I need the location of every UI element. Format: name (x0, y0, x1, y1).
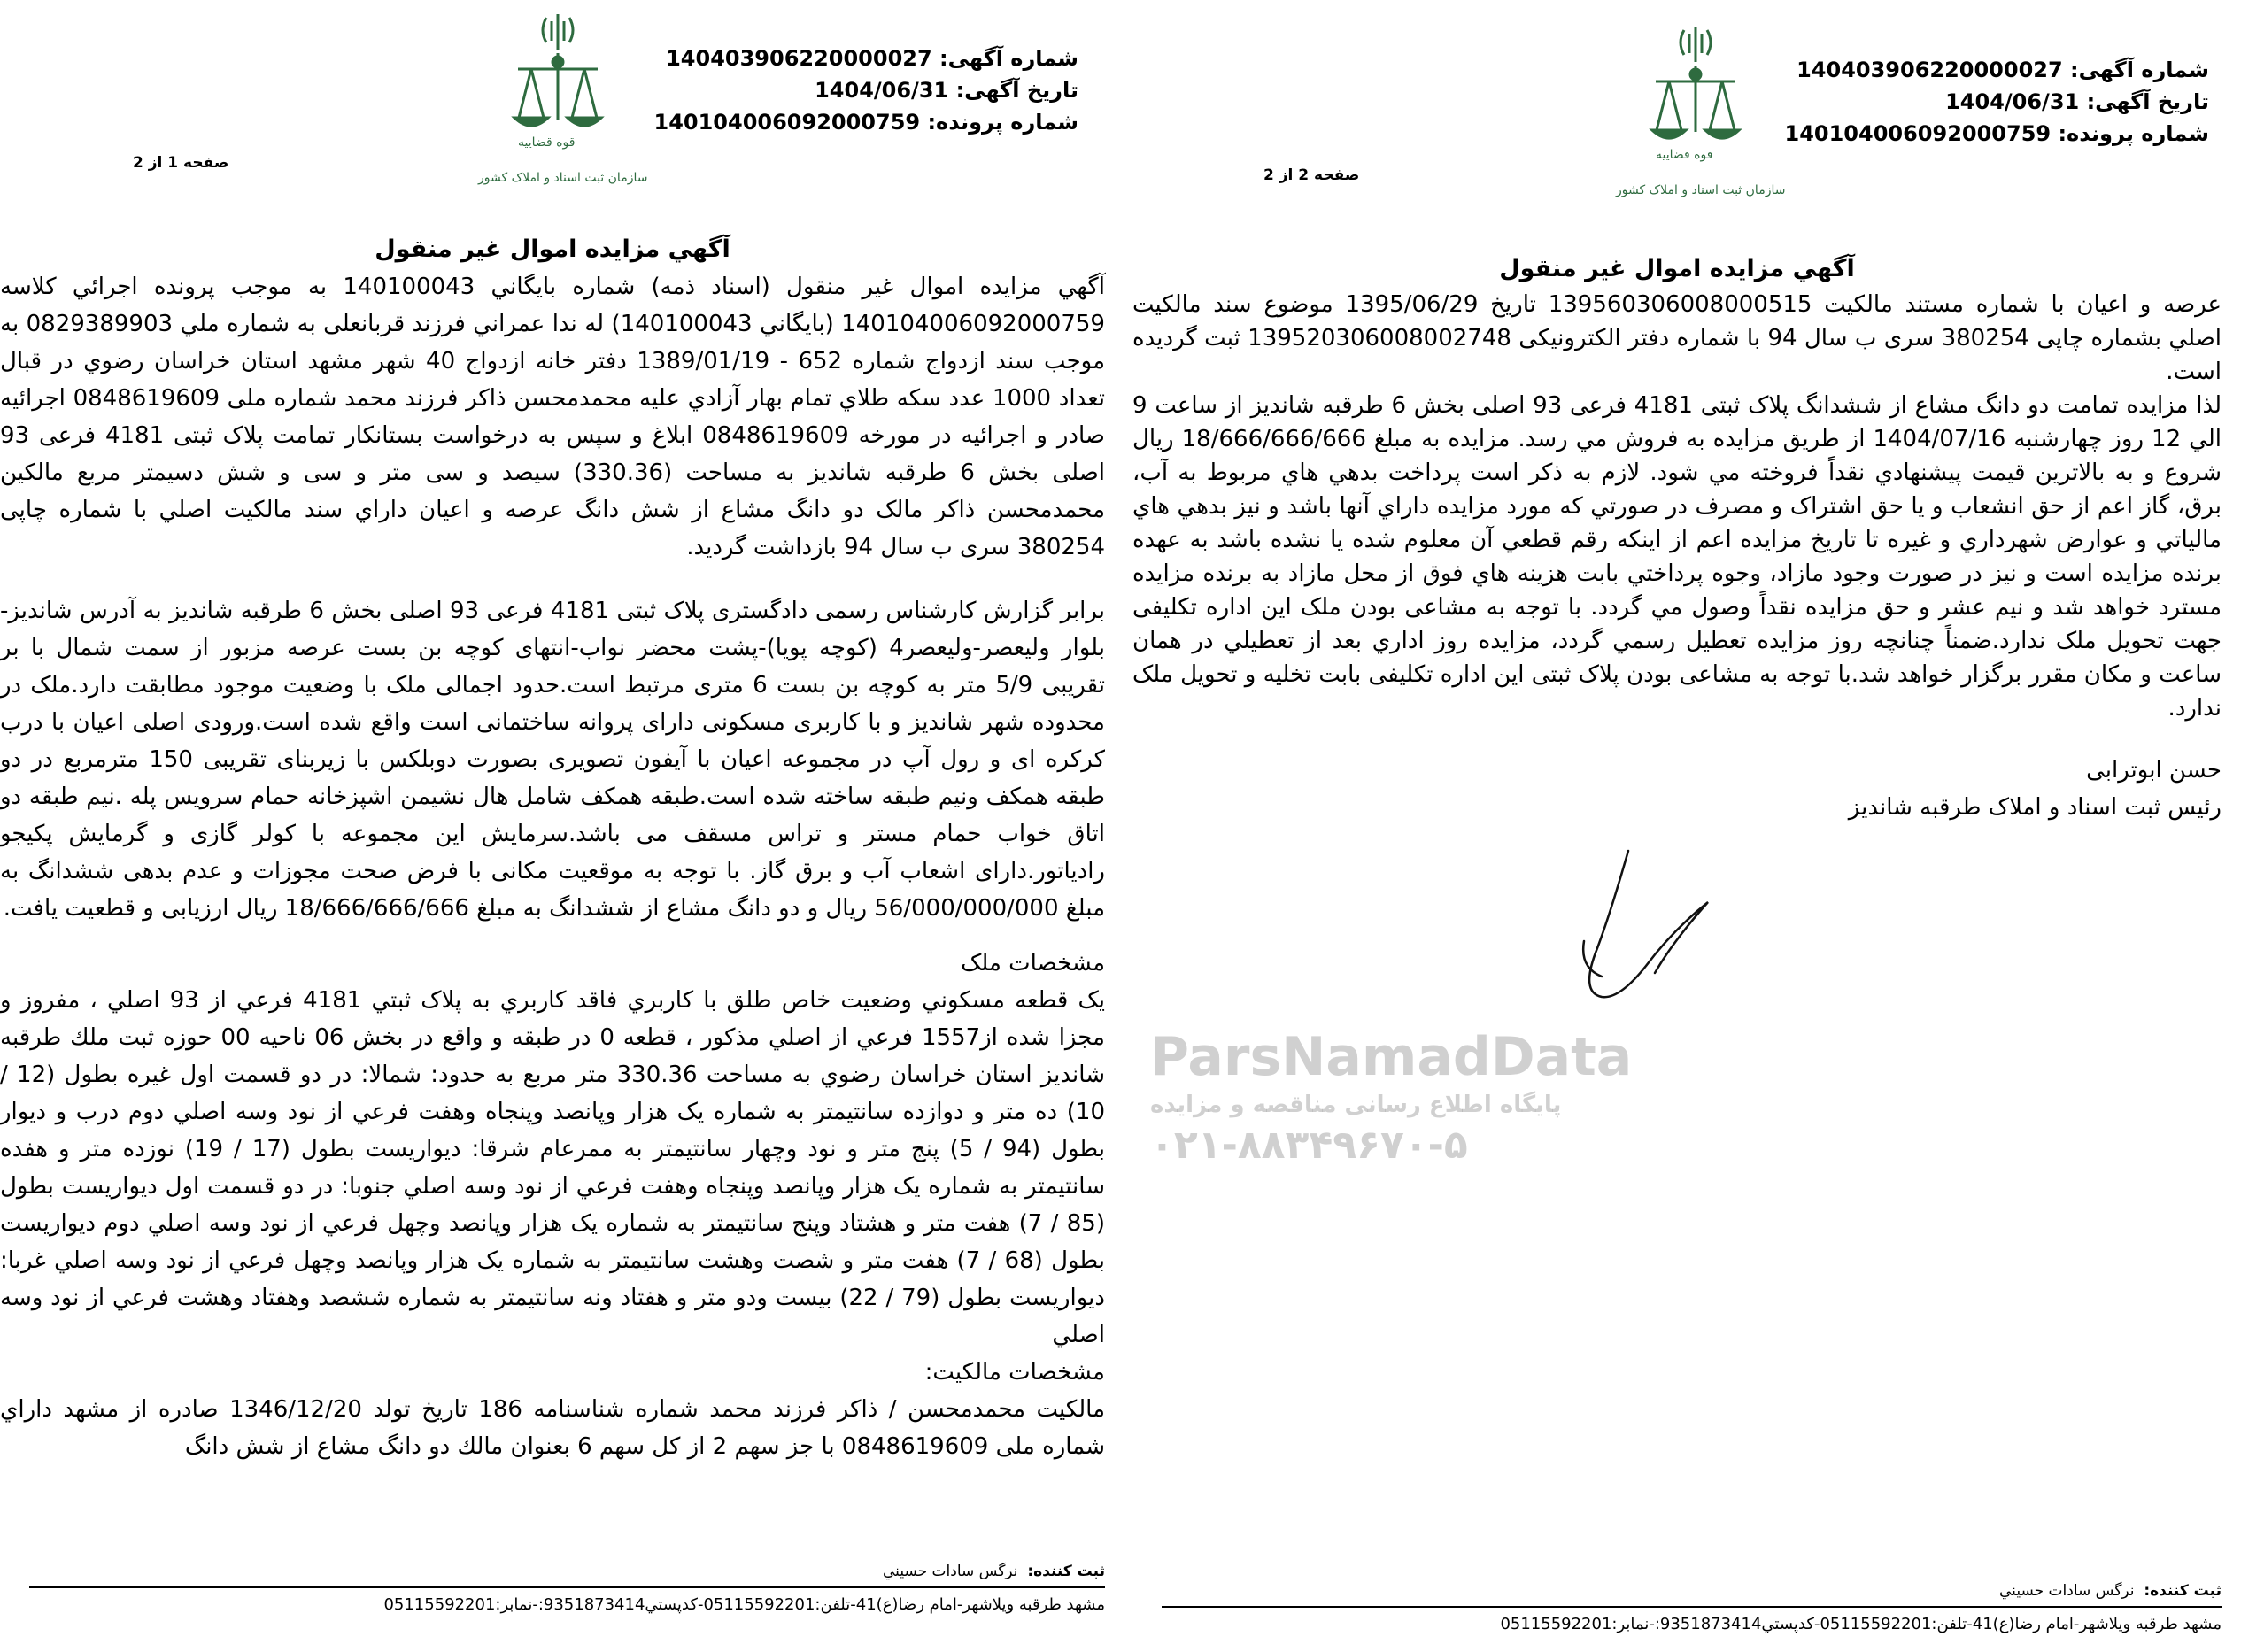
case-number: 140104006092000759 (1784, 121, 2052, 146)
notice-header (654, 42, 1079, 138)
judiciary-logo (1616, 19, 1786, 210)
scales-of-justice-icon (1620, 19, 1771, 210)
paragraph-auction-terms: لذا مزايده تمامت دو دانگ مشاع از ششدانگ پلاک ثبتی 4181 فرعی 93 اصلی بخش 6 طرقبه شانديز از ساعت 9 الي 12 روز چهارشنبه 1404/07/16 از طريق مزايده به فروش مي رسد. مزايده به مبلغ 18/666/666/666 ريال شروع و به بالاترين قيمت پيشنهادي نقداً فروخته مي شود. لازم به ذكر است پرداخت بدهي هاي مربوط به آب، برق، گاز اعم از حق انشعاب و يا حق اشتراک و مصرف در صورتي كه مورد مزايده داراي آنها باشد و نيز بدهي هاي مالياتي و عوارض شهرداري و غيره تا تاريخ مزايده اعم از اينكه رقم قطعي آن معلوم شده يا نشده باشد به عهده برنده مزايده است و نيز در صورت وجود مازاد، وجوه پرداختي بابت هزينه هاي فوق از محل مازاد به برنده مزايده مسترد خواهد شد و نيم عشر و حق مزايده نقداً وصول مي گردد. با توجه به مشاعی بودن ملک این اداره تکلیفی جهت تحویل ملک ندارد.ضمناً چنانچه روز مزايده تعطيل رسمي گردد، مزايده روز اداري بعد از تعطيلي در همان ساعت و مكان مقرر برگزار خواهد شد.با توجه به مشاعی بودن پلاک ثبتی این اداره تکلیفی بابت تخلیه و تحویل ملک ندارد. (1132, 392, 2222, 722)
notice-number-label: شماره آگهی: (939, 46, 1078, 71)
signer-block (1132, 752, 2222, 826)
paragraph-ownership: مالكيت محمدمحسن / ذاكر فرزند محمد شماره شناسنامه 186 تاريخ تولد 1346/12/20 صادره از مشهد داراي شماره ملی 0848619609 با جز سهم 2 از كل سهم 6 بعنوان مالك دو دانگ مشاع از شش دانگ (0, 1396, 1106, 1460)
page2-footer (1132, 1562, 2222, 1636)
case-number-label: شماره پرونده: (927, 110, 1078, 135)
page1-column (0, 235, 1105, 1617)
notice-date-row (654, 74, 1079, 106)
property-heading: مشخصات ملک (961, 950, 1105, 977)
notice-date-row (1785, 86, 2210, 118)
page1-property (0, 945, 1105, 1465)
ownership-heading: مشخصات مالکيت: (924, 1359, 1105, 1386)
logo-line2: سازمان ثبت اسناد و املاک کشور (1616, 183, 1786, 197)
page1-body (0, 268, 1105, 927)
registrar (29, 1560, 1105, 1583)
notice-number-label: شماره آگهی: (2070, 58, 2209, 82)
paragraph-property-description: يک قطعه مسكوني وضعيت خاص طلق با كاربري فاقد كاربري به پلاک ثبتي 4181 فرعي از 93 اصلي ، مفروز و مجزا شده از1557 فرعي از اصلي مذكور ، قطعه 0 در طبقه و واقع در بخش 06 ناحيه 00 حوزه ثبت ملك طرقبه شانديز استان خراسان رضوي به مساحت 330.36 متر مربع به حدود: شمالا: در دو قسمت اول غيره بطول (12 / 10) ده متر و دوازده سانتيمتر به شماره يک هزار وپانصد وپنجاه وهفت فرعي از نود وسه اصلي دوم درب و ديوار بطول (94 / 5) پنج متر و نود وچهار سانتيمتر به ممرعام شرقا: ديواريست بطول (17 / 19) نوزده متر و هفده سانتيمتر به شماره يک هزار وپانصد وپنجاه وهفت فرعي از نود وسه اصلي جنوبا: در دو قسمت اول ديواريست بطول (85 / 7) هفت متر و هشتاد وپنج سانتيمتر به شماره يک هزار وپانصد وچهل فرعي از نود وسه اصلي دوم ديواريست بطول (68 / 7) هفت متر و شصت وهشت سانتيمتر به شماره يک هزار وپانصد وچهل فرعي از نود وسه اصلي غربا: ديواريست بطول (79 / 22) بيست ودو متر و هفتاد ونه سانتيمتر به شماره ششصد وهفتاد وهشت فرعي از نود وسه اصلي (0, 987, 1105, 1348)
notice-header (1785, 54, 2210, 150)
signer-title: رئيس ثبت اسناد و املاک طرقبه شانديز (1848, 794, 2222, 821)
page-number: صفحه 2 از 2 (1263, 166, 1360, 184)
case-number-row (654, 106, 1079, 138)
registrar-label: ثبت كننده: (2144, 1582, 2222, 1600)
notice-number: 140403906220000027 (666, 46, 932, 71)
page1-footer (0, 1542, 1105, 1617)
registrar-name: نرگس سادات حسيني (1999, 1582, 2135, 1600)
footer-address: مشهد طرقبه ويلاشهر-امام رضا(ع)41-تلفن:05115592201-كدپستي9351873414:-نمابر:05115592201 (1500, 1615, 2222, 1633)
logo-line2: سازمان ثبت اسناد و املاک کشور (478, 171, 648, 185)
notice-number: 140403906220000027 (1797, 58, 2063, 82)
watermark-brand: ParsNamadData (1150, 1026, 1633, 1088)
signature (1575, 844, 1752, 1007)
notice-number-row (1785, 54, 2210, 86)
footer-divider (1162, 1606, 2222, 1608)
page2-body (1132, 288, 2222, 725)
notice-date-label: تاریخ آگهی: (955, 78, 1078, 103)
case-number-row (1785, 118, 2210, 150)
notice-date: 1404/06/31 (815, 78, 949, 103)
signer-name: حسن ابوترابی (2086, 757, 2222, 784)
registrar (1162, 1579, 2222, 1602)
paragraph-appraisal: برابر گزارش کارشناس رسمی دادگستری پلاک ثبتی 4181 فرعی 93 اصلی بخش 6 طرقبه شاندیز به آدرس شاندیز-بلوار ولیعصر-ولیعصر4 (کوچه پویا)-پشت محضر نواب-انتهای کوچه بن بست عرصه مزبور از سمت شمال با بر تقریبی 5/9 متر به کوچه بن بست 6 متری مرتبط است.حدود اجمالی ملک با وضعیت موجود مطابقت دارد.ملک در محدوده شهر شاندیز و با کاربری مسکونی دارای پروانه ساختمانی است واقع شده است.ورودی اصلی اعیان با درب کرکره ای و رول آپ در مجموعه اعیان با آیفون تصویری بصورت دوبلکس با زیربنای تقریبی 150 مترمربع در دو طبقه همکف ونیم طبقه ساخته شده است.طبقه همکف شامل هال نشیمن اشپزخانه حمام سرویس پله .نیم طبقه دو اتاق خواب حمام مستر و تراس مسقف می باشد.سرمایش این مجموعه با کولر گازی و گرمایش پکیجو رادیاتور.دارای اشعاب آب و برق گاز. با توجه به موقعیت مکانی با فرض صحت مجوزات و عدم بدهی ششدانگ به مبلغ 56/000/000/000 ریال و دو دانگ مشاع از ششدانگ به مبلغ 18/666/666/666 ریال ارزیابی و قطعیت یافت. (0, 598, 1106, 922)
watermark-subtitle: پایگاه اطلاع رسانی مناقصه و مزایده (1150, 1092, 1562, 1118)
notice-date: 1404/06/31 (1945, 89, 2080, 114)
paragraph-seizure: آگهي مزايده اموال غير منقول (اسناد ذمه) شماره بايگاني 140100043 به موجب پرونده اجرائي كلاسه 140104006092000759 (بايگاني 140100043) له ندا عمراني فرزند قربانعلی به شماره ملي 0829389903 به موجب سند ازدواج شماره 652 - 1389/01/19 دفتر خانه ازدواج 40 شهر مشهد استان خراسان رضوي در قبال تعداد 1000 عدد سكه طلاي تمام بهار آزادي عليه محمدمحسن ذاكر فرزند محمد شماره ملی 0848619609 اجرائيه صادر و اجرائيه در مورخه 0848619609 ابلاغ و سپس به درخواست بستانكار تمامت پلاک ثبتی 4181 فرعی 93 اصلی بخش 6 طرقبه شانديز به مساحت (330.36) سیصد و سی متر و سی و شش دسیمتر مربع مالکین محمدمحسن ذاکر مالک دو دانگ مشاع از شش دانگ عرصه و اعيان داراي سند مالکیت اصلي با شماره چاپی 380254 سری ب سال 94 بازداشت گرديد. (0, 274, 1106, 560)
document-title: آگهي مزايده اموال غير منقول (375, 235, 730, 263)
page2-column (1132, 255, 2222, 1636)
watermark-phone: ۰۲۱-۸۸۳۴۹۶۷۰-۵ (1150, 1123, 1468, 1168)
document-title: آگهي مزايده اموال غير منقول (1499, 255, 1855, 282)
logo-line1: قوه قضاییه (518, 135, 576, 150)
registrar-name: نرگس سادات حسيني (883, 1563, 1018, 1580)
scales-of-justice-icon (483, 7, 633, 197)
registrar-label: ثبت كننده: (1027, 1563, 1105, 1580)
notice-date-label: تاریخ آگهی: (2086, 89, 2209, 114)
footer-divider (29, 1586, 1105, 1588)
judiciary-logo (478, 7, 648, 197)
logo-line1: قوه قضاییه (1656, 148, 1713, 162)
watermark (1150, 1025, 2222, 1170)
footer-address: مشهد طرقبه ويلاشهر-امام رضا(ع)41-تلفن:05115592201-كدپستي9351873414:-نمابر:05115592201 (383, 1595, 1105, 1614)
page-number: صفحه 1 از 2 (133, 154, 229, 172)
paragraph-ownership-document: عرصه و اعيان با شماره مستند مالكيت 139560306008000515 تاريخ 1395/06/29 موضوع سند مالكيت اصلي بشماره چاپی 380254 سری ب سال 94 با شماره دفتر الكترونيكی 139520306008002748 ثبت گرديده است. (1132, 291, 2222, 385)
case-number-label: شماره پرونده: (2058, 121, 2209, 146)
notice-number-row (654, 42, 1079, 74)
case-number: 140104006092000759 (653, 110, 921, 135)
handwritten-signature-icon (1575, 844, 1752, 1007)
